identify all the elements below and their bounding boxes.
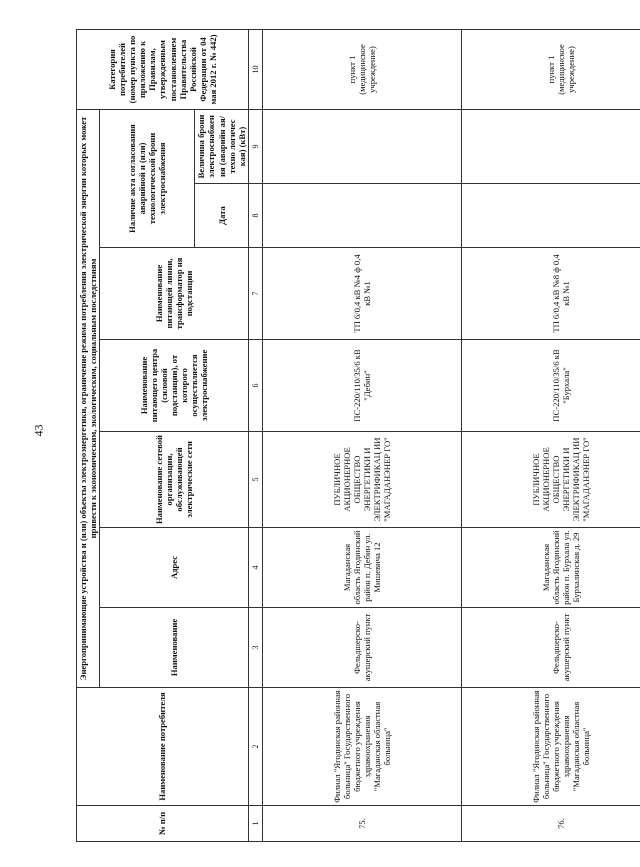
table-row [461,30,640,842]
row-consumer: Филиал "Ягодинская районная больница" Государственного бюджетного учреждения здравоохранения "Магаданская областная больница" [262,688,461,806]
row-name: Фельдшерско-акушерский пункт [461,608,640,688]
row-name: Фельдшерско-акушерский пункт [262,608,461,688]
consumers-table [76,29,640,842]
row-num: 75. [262,806,461,842]
col-number: 9 [248,110,262,184]
header-name: Наименование [100,608,249,688]
header-consumer: Наименование потребителя [77,688,249,806]
header-row-1 [77,30,100,842]
row-num: 76. [461,806,640,842]
row-grid-org: ПУБЛИЧНОЕ АКЦИОНЕРНОЕ ОБЩЕСТВО ЭНЕРГЕТИКИ И ЭЛЕКТРИФИКАЦ ИИ "МАГАДАНЭНЕР ГО" [262,432,461,528]
row-feeding-center: ПС-220/110/35/6 кВ "Бурхала" [461,340,640,432]
page-number: 43 [31,424,46,437]
header-feeding-line: Наименование питающей линии, трансформатор ня подстанции [100,248,249,340]
table-row [262,30,461,842]
column-numbers-row [248,30,262,842]
col-number: 10 [248,30,262,110]
col-number: 6 [248,340,262,432]
col-number: 7 [248,248,262,340]
row-feeding-center: ПС-220/110/35/6 кВ "Дебин" [262,340,461,432]
row-address: Магаданская область Ягодинский район п. Бурхала ул. Бурхалинская д. 29 [461,528,640,608]
col-number: 5 [248,432,262,528]
header-feeding-center: Наименование питающего центра (силовой подстанции), от которого осуществляется электроснабжение [100,340,249,432]
col-number: 2 [248,688,262,806]
row-date [262,184,461,248]
row-date [461,184,640,248]
row-category: пункт 1 (медицинское учреждение) [262,30,461,110]
rotated-table-frame [76,30,598,842]
header-grid-org: Наименование сетевой организации, обслуживающей электрические сети [100,432,249,528]
row-grid-org: ПУБЛИЧНОЕ АКЦИОНЕРНОЕ ОБЩЕСТВО ЭНЕРГЕТИКИ И ЭЛЕКТРИФИКАЦ ИИ "МАГАДАНЭНЕР ГО" [461,432,640,528]
row-feeding-line: ТП 6/0,4 кВ №4 ф 0,4 кВ №1 [262,248,461,340]
header-reserve: Величина брони электроснабжен ия (аварийн ая/техно логичес кая) (кВт) [195,110,249,184]
header-address: Адрес [100,528,249,608]
col-number: 8 [248,184,262,248]
row-category: пункт 1 (медицинское учреждение) [461,30,640,110]
header-date: Дата [195,184,249,248]
header-num: № п/п [77,806,249,842]
row-consumer: Филиал "Ягодинская районная больница" Государственного бюджетного учреждения здравоохранения "Магаданская областная больница" [461,688,640,806]
row-reserve [262,110,461,184]
row-reserve [461,110,640,184]
header-group: Энергопринимающие устройства и (или) объекты электроэнергетики, ограничение режима потребления электрической энергии которых может привести к экономическим, экологическим, социальным последствиям [77,110,100,688]
header-category: Категория потребителей (номер пункта по приложению к Правилам, утвержденным постановлением Правительства Российской Федерации от 04 мая 2012 г. № 442) [77,30,249,110]
row-feeding-line: ТП 6/0,4 кВ №8 ф 0,4 кВ №1 [461,248,640,340]
col-number: 4 [248,528,262,608]
landscape-content [76,30,598,842]
row-address: Магаданская область Ягодинский район п. Дебин ул. Мишевича 12 [262,528,461,608]
col-number: 3 [248,608,262,688]
header-act: Наличие акта согласования аварийной и (или) технологической брони электроснабжения [100,110,195,248]
col-number: 1 [248,806,262,842]
